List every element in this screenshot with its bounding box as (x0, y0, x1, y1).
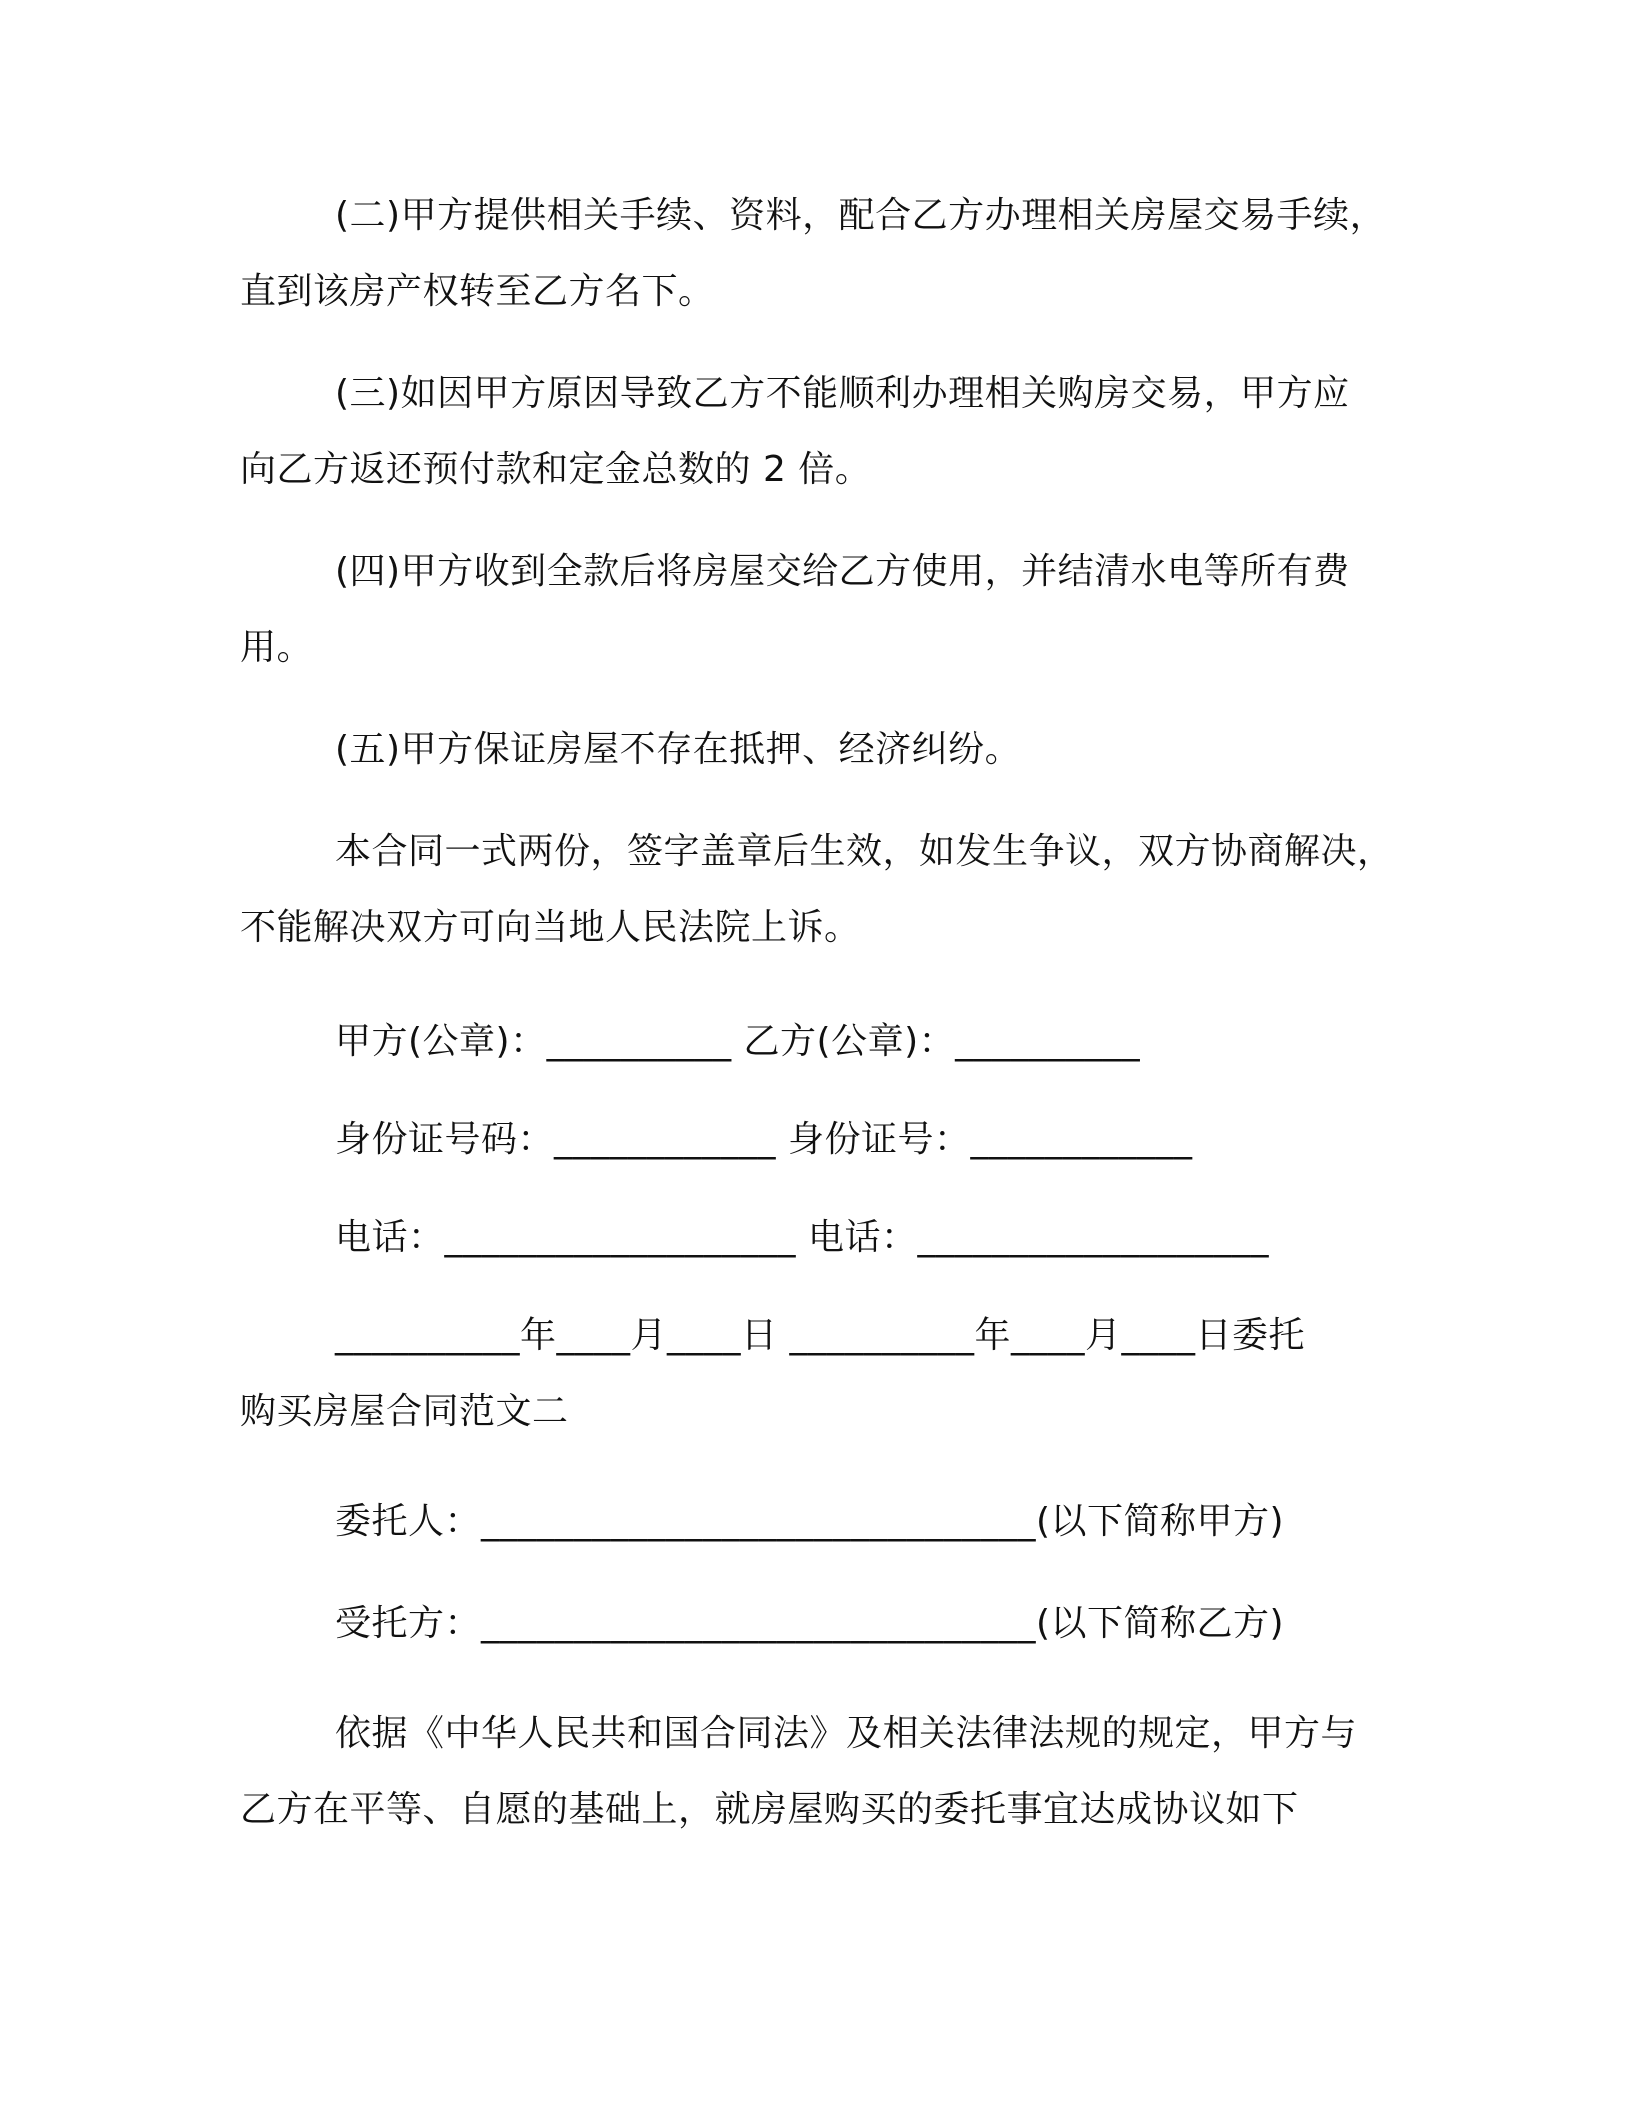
principal-line: 委托人：______________________________(以下简称甲方) (335, 1501, 1285, 1542)
section-title: 购买房屋合同范文二 (240, 1391, 569, 1432)
clause-4-line-1: (四)甲方收到全款后将房屋交给乙方使用，并结清水电等所有费 (335, 551, 1350, 592)
clause-3-line-1: (三)如因甲方原因导致乙方不能顺利办理相关购房交易，甲方应 (335, 373, 1350, 414)
id-number-line: 身份证号码：____________ 身份证号：____________ (335, 1119, 1193, 1160)
clause-4-line-2: 用。 (240, 627, 314, 668)
clause-3-line-2: 向乙方返还预付款和定金总数的 2 倍。 (240, 449, 872, 490)
clause-5-line-1: (五)甲方保证房屋不存在抵押、经济纠纷。 (335, 729, 1022, 770)
intro-line-1: 依据《中华人民共和国合同法》及相关法律法规的规定，甲方与 (335, 1713, 1358, 1754)
intro-line-2: 乙方在平等、自愿的基础上，就房屋购买的委托事宜达成协议如下 (240, 1789, 1299, 1830)
closing-line-1: 本合同一式两份，签字盖章后生效，如发生争议，双方协商解决， (335, 831, 1394, 872)
closing-line-2: 不能解决双方可向当地人民法院上诉。 (240, 907, 861, 948)
phone-line: 电话：___________________ 电话：___________________ (335, 1217, 1269, 1258)
clause-2-line-2: 直到该房产权转至乙方名下。 (240, 271, 715, 312)
clause-2-line-1: (二)甲方提供相关手续、资料，配合乙方办理相关房屋交易手续， (335, 195, 1387, 236)
seal-line: 甲方(公章)：__________ 乙方(公章)：__________ (335, 1021, 1141, 1062)
agent-line: 受托方：______________________________(以下简称乙方) (335, 1603, 1285, 1644)
date-line: __________年____月____日 __________年____月____日委托 (335, 1315, 1305, 1356)
